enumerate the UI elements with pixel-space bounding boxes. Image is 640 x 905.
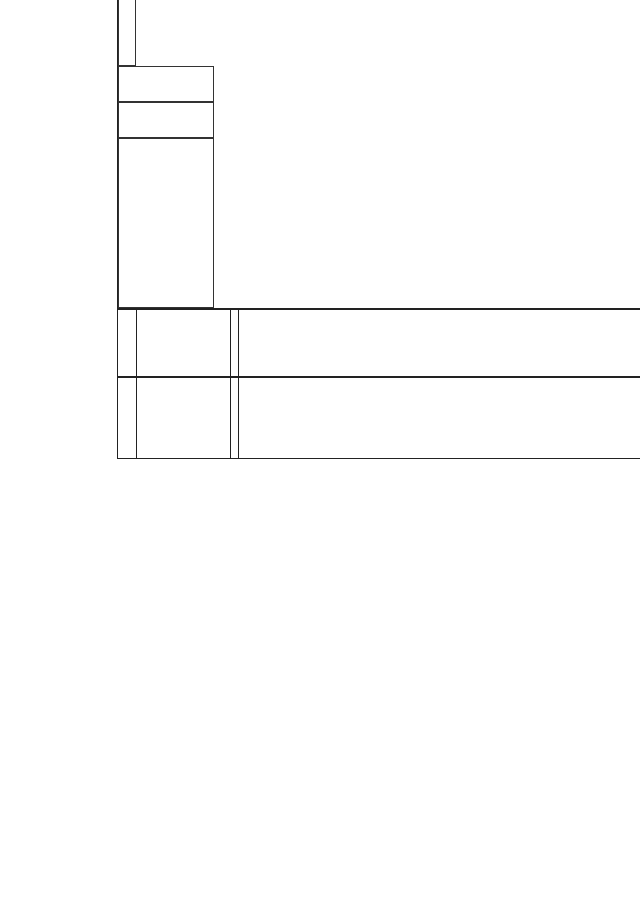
- header-years-group: [118, 0, 136, 66]
- budget-classification-block: [117, 377, 640, 459]
- program-indicators-table: [117, 0, 640, 309]
- header-unit: [118, 102, 214, 138]
- budget-classification-title: [118, 378, 137, 458]
- analytic-code-title: [118, 310, 137, 376]
- header-name: [118, 138, 214, 308]
- header-fin-year: [118, 66, 214, 102]
- analytic-code-block: [117, 309, 640, 377]
- budget-column-headers: [136, 378, 231, 458]
- budget-column-numbers: [230, 378, 239, 458]
- analytic-column-headers: [136, 310, 231, 376]
- analytic-column-numbers: [230, 310, 239, 376]
- rotated-table-sheet: [117, 0, 640, 459]
